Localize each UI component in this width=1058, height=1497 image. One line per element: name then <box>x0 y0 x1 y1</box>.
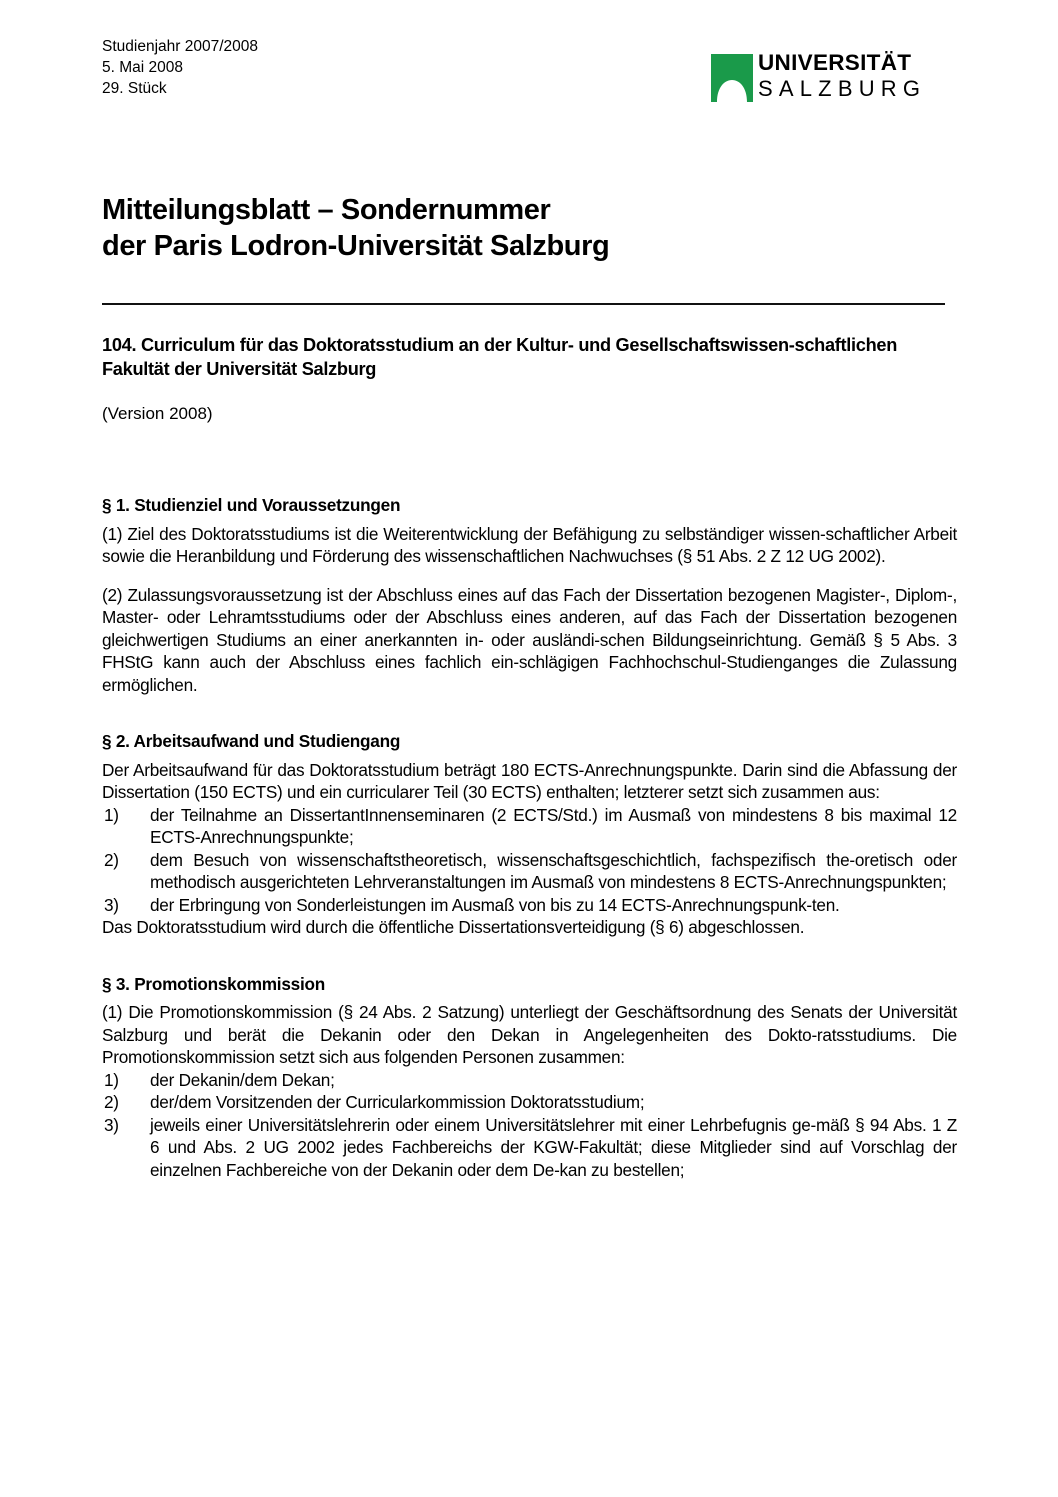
paragraph: (1) Ziel des Doktoratsstudiums ist die Weiterentwicklung der Befähigung zu selbständiger wissen-schaftlicher Arbeit sowie die Heranbildung und Förderung des wissenschaftlichen Nachwuchses (§ 51 Abs. 2 Z 12 UG 2002). <box>102 523 957 566</box>
section-heading: § 1. Studienziel und Voraussetzungen <box>102 495 401 515</box>
paragraph: (1) Die Promotionskommission (§ 24 Abs. 2 Satzung) unterliegt der Geschäftsordnung des Senats der Universität Salzburg und berät die Dekanin oder den Dekan in Angelegenheiten des Dokto-ratsstudiums. Die Promotionskommission setzt sich aus folgenden Personen zusammen: <box>102 1002 957 1067</box>
document-version: (Version 2008) <box>102 404 213 423</box>
paragraph: Der Arbeitsaufwand für das Doktoratsstudium beträgt 180 ECTS-Anrechnungspunkte. Darin sind die Abfassung der Dissertation (150 ECTS) und ein curricularer Teil (30 ECTS) enthalten; letzterer setzt sich zusammen aus: <box>102 759 957 802</box>
list-item <box>102 804 957 849</box>
list-number: 2) <box>104 1092 119 1112</box>
numbered-list <box>102 1069 957 1182</box>
section-heading: § 3. Promotionskommission <box>102 973 325 994</box>
logo-wordmark-line1: UNIVERSITÄT <box>758 50 912 75</box>
list-number: 1) <box>104 1069 119 1090</box>
list-item <box>102 1091 957 1114</box>
title-line-2: der Paris Lodron-Universität Salzburg <box>102 230 610 262</box>
list-text: der/dem Vorsitzenden der Curricularkommission Doktoratsstudium; <box>150 1092 645 1112</box>
list-number: 3) <box>104 894 119 915</box>
issue-number: 29. Stück <box>102 80 167 97</box>
page-title <box>102 192 609 264</box>
academic-year: Studienjahr 2007/2008 <box>102 38 258 55</box>
document-heading: 104. Curriculum für das Doktoratsstudium an der Kultur- und Gesellschaftswissen-schaftlichen Fakultät der Universität Salzburg <box>102 335 898 379</box>
section-1 <box>102 494 957 696</box>
list-number: 3) <box>104 1114 119 1135</box>
list-number: 1) <box>104 804 119 825</box>
document-body <box>102 494 957 1215</box>
university-arch-logo-icon <box>711 54 753 102</box>
list-item <box>102 1069 957 1092</box>
section-heading: § 2. Arbeitsaufwand und Studiengang <box>102 731 401 751</box>
list-text: dem Besuch von wissenschaftstheoretisch, wissenschaftsgeschichtlich, fachspezifisch the-oretisch oder methodisch ausgerichteten Lehrveranstaltungen im Ausmaß von mindestens 8 ECTS-Anrechnungspunkten; <box>150 849 957 892</box>
numbered-list <box>102 804 957 917</box>
list-number: 2) <box>104 849 119 870</box>
list-text: der Teilnahme an DissertantInnenseminaren (2 ECTS/Std.) im Ausmaß von mindestens 8 bis maximal 12 ECTS-Anrechnungspunkte; <box>150 804 957 847</box>
publication-meta <box>102 36 258 99</box>
section-2 <box>102 730 957 939</box>
section-3 <box>102 973 957 1182</box>
paragraph: (2) Zulassungsvoraussetzung ist der Abschluss eines auf das Fach der Dissertation bezogenen Magister-, Diplom-, Master- oder Lehramtsstudiums oder der Abschluss eines anderen, auf das Fach der Dissertation bezogenen gleichwertigen Studiums an einer anerkannten in- oder ausländi-schen Bildungseinrichtung. Gemäß § 5 Abs. 3 FHStG kann auch der Abschluss eines fachlich ein-schlägigen Fachhochschul-Studienganges die Zulassung ermöglichen. <box>102 584 957 695</box>
list-text: der Erbringung von Sonderleistungen im Ausmaß von bis zu 14 ECTS-Anrechnungspunk-ten. <box>150 894 840 915</box>
list-text: jeweils einer Universitätslehrerin oder einem Universitätslehrer mit einer Lehrbefugnis ge-mäß § 94 Abs. 1 Z 6 und Abs. 2 UG 2002 jedes Fachbereichs der KGW-Fakultät; diese Mitglieder sind auf Vorschlag der einzelnen Fachbereiche von der Dekanin oder dem De-kan zu bestellen; <box>150 1114 957 1180</box>
paragraph: Das Doktoratsstudium wird durch die öffentliche Dissertationsverteidigung (§ 6) abgeschlossen. <box>102 917 805 937</box>
list-text: der Dekanin/dem Dekan; <box>150 1069 335 1090</box>
list-item <box>102 849 957 894</box>
university-logo <box>711 50 927 104</box>
horizontal-divider <box>102 303 945 305</box>
title-line-1: Mitteilungsblatt – Sondernummer <box>102 194 551 226</box>
publication-date: 5. Mai 2008 <box>102 59 183 76</box>
list-item <box>102 894 957 917</box>
list-item <box>102 1114 957 1182</box>
logo-wordmark-line2: SALZBURG <box>758 76 927 101</box>
